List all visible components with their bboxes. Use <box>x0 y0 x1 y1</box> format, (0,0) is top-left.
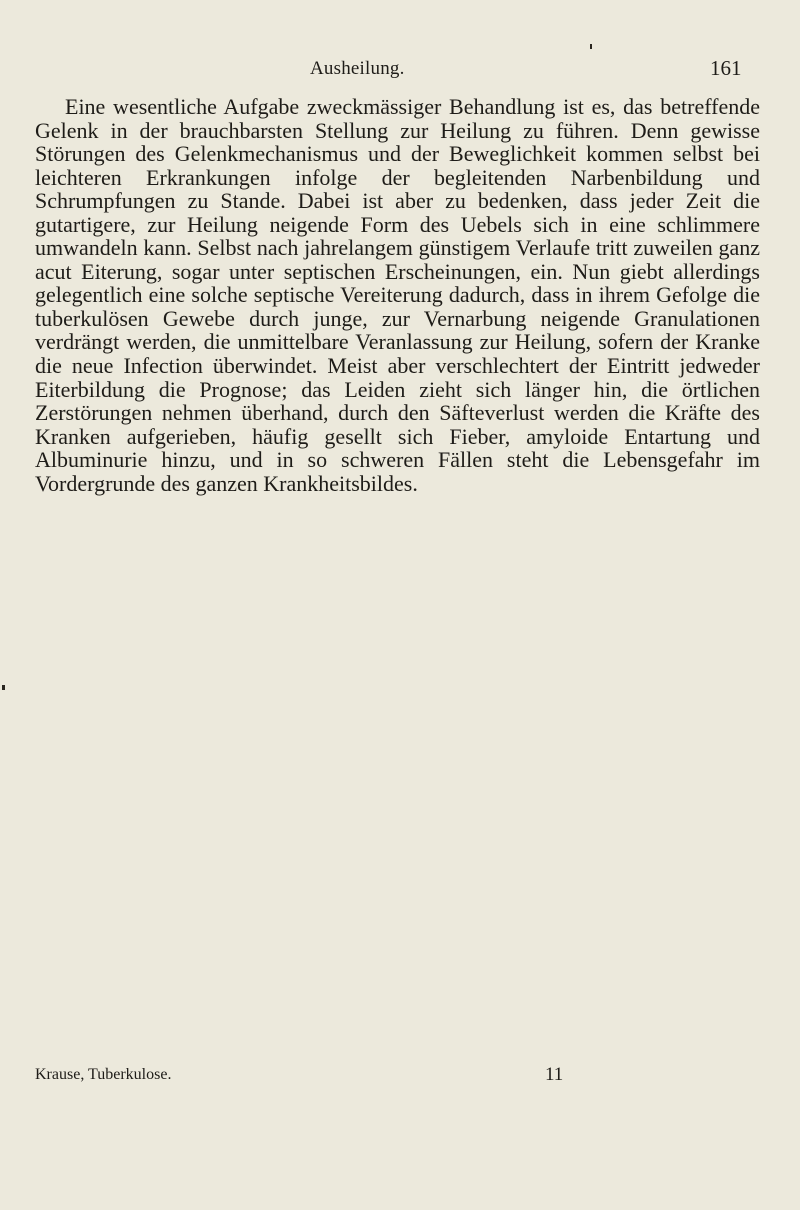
body-paragraph: Eine wesentliche Aufgabe zweckmässiger Behandlung ist es, das betreffende Gelenk in der brauchbarsten Stellung zur Heilung zu führen. Denn gewisse Störungen des Gelenkmechanismus und der Beweglichkeit kommen selbst bei leichteren Erkrankungen infolge der begleitenden Narbenbildung und Schrumpfungen zu Stande. Dabei ist aber zu bedenken, dass jeder Zeit die gutartigere, zur Heilung neigende Form des Uebels sich in eine schlimmere umwandeln kann. Selbst nach jahrelangem günstigem Verlaufe tritt zuweilen ganz acut Eiterung, sogar unter septischen Erscheinungen, ein. Nun giebt allerdings gelegentlich eine solche septische Vereiterung dadurch, dass in ihrem Gefolge die tuberkulösen Gewebe durch junge, zur Vernarbung neigende Granulationen verdrängt werden, die unmittelbare Veranlassung zur Heilung, sofern der Kranke die neue Infection überwindet. Meist aber verschlechtert der Eintritt jedweder Eiterbildung die Prognose; das Leiden zieht sich länger hin, die örtlichen Zerstörungen nehmen überhand, durch den Säfteverlust werden die Kräfte des Kranken aufgerieben, häufig gesellt sich Fieber, amyloide Entartung und Albuminurie hinzu, und in so schweren Fällen steht die Lebensgefahr im Vordergrunde des ganzen Krankheitsbildes. <box>35 94 760 496</box>
printer-signature: Krause, Tuberkulose. <box>35 1066 172 1083</box>
ink-speck <box>2 685 5 690</box>
page-number: 161 <box>710 56 742 80</box>
running-head <box>0 58 800 88</box>
ink-speck <box>590 44 592 49</box>
running-title: Ausheilung. <box>310 58 405 79</box>
signature-mark: 11 <box>545 1064 564 1085</box>
page-footer <box>0 1064 800 1094</box>
